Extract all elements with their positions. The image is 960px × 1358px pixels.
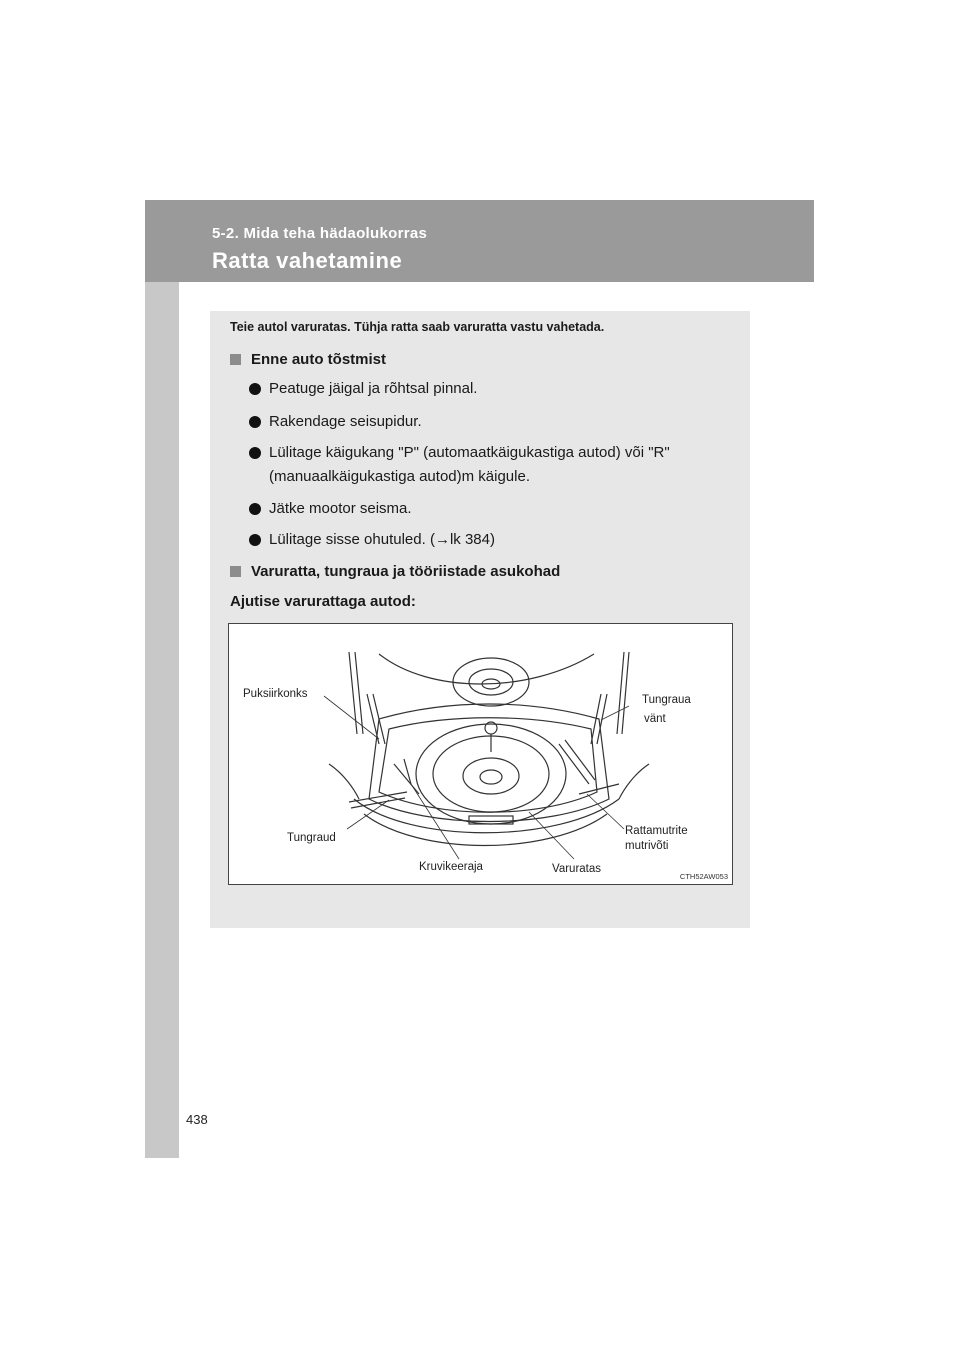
bullet-dot-icon: [249, 534, 261, 546]
page-title: Ratta vahetamine: [212, 248, 403, 273]
label-screwdriver: Kruvikeeraja: [419, 861, 483, 873]
label-spare-tire: Varuratas: [552, 863, 602, 875]
bullet-dot-icon: [249, 383, 261, 395]
side-strip: [145, 200, 179, 1158]
trunk-illustration: [228, 623, 733, 885]
label-jack: Tungraud: [287, 832, 336, 844]
page-number: 438: [186, 1112, 208, 1127]
list-item: [250, 497, 730, 521]
list-item: [250, 528, 730, 552]
label-tow-hook: Puksiirkonks: [243, 688, 308, 700]
list-item-text: Lülitage sisse ohutuled. (→lk 384): [269, 531, 495, 548]
list-item: [250, 410, 730, 434]
bullet-dot-icon: [249, 416, 261, 428]
list-item-text: Rakendage seisupidur.: [269, 413, 422, 430]
list-item-text: Peatuge jäigal ja rõhtsal pinnal.: [269, 380, 478, 397]
figure-code: CTH52AW053: [679, 872, 728, 881]
heading-locations: [230, 563, 560, 580]
heading-label: Varuratta, tungraua ja tööriistade asukohad: [251, 563, 561, 580]
heading-label: Enne auto tõstmist: [251, 351, 387, 368]
label-jack-handle-line1: Tungraua: [642, 694, 691, 706]
intro-text: Teie autol varuratas. Tühja ratta saab varuratta vastu vahetada.: [230, 320, 605, 334]
subheading: Ajutise varurattaga autod:: [230, 593, 416, 610]
list-item: [250, 441, 730, 489]
heading-before-lifting: [230, 351, 386, 368]
label-wheel-nut-wrench-line2: mutrivõti: [625, 840, 669, 852]
square-bullet-icon: [230, 566, 241, 577]
list-item-text: Lülitage käigukang "P" (automaatkäigukastiga autod) või "R" (manuaalkäigukastiga autod)m käigule.: [269, 444, 670, 485]
list-item-text: Jätke mootor seisma.: [269, 500, 412, 517]
section-label: 5-2. Mida teha hädaolukorras: [212, 225, 428, 242]
label-jack-handle-line2: vänt: [644, 713, 666, 725]
list-item: [250, 377, 730, 401]
square-bullet-icon: [230, 354, 241, 365]
bullet-dot-icon: [249, 503, 261, 515]
label-wheel-nut-wrench-line1: Rattamutrite: [625, 825, 688, 837]
bullet-dot-icon: [249, 447, 261, 459]
